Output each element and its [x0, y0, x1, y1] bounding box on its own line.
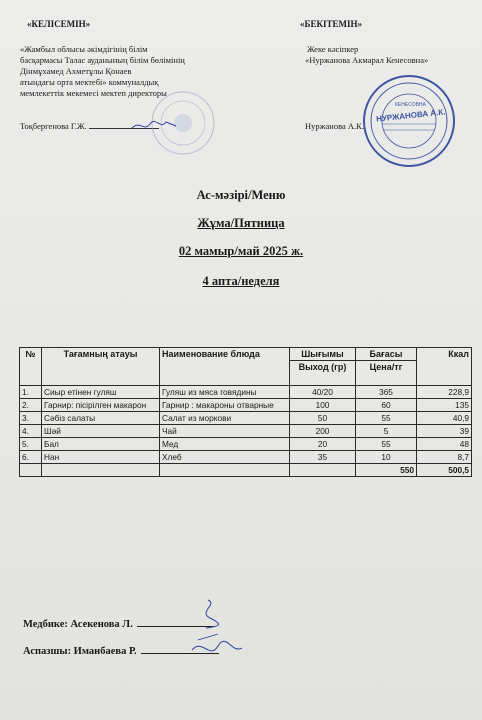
row-kcal: 48: [417, 438, 472, 451]
agree-heading: «КЕЛІСЕМІН»: [27, 19, 91, 29]
row-name-ru: Салат из моркови: [160, 412, 290, 425]
agree-line-1: «Жамбыл облысы әкімдігінің білім: [20, 44, 148, 54]
approve-heading: «БЕКІТЕМІН»: [300, 19, 362, 29]
row-name-ru: Гуляш из мяса говядины: [160, 386, 290, 399]
row-num: 5.: [20, 438, 42, 451]
row-num: 2.: [20, 399, 42, 412]
row-yield: 100: [290, 399, 356, 412]
row-yield: 20: [290, 438, 356, 451]
col-name-ru-header: Наименование блюда: [160, 348, 290, 386]
row-name-ru: Хлеб: [160, 451, 290, 464]
row-kcal: 8,7: [417, 451, 472, 464]
cook-signature-line: Аспазшы: Иманбаева Р.: [23, 646, 219, 657]
row-name-ru: Гарнир : макароны отварные: [160, 399, 290, 412]
total-price: 550: [356, 464, 417, 477]
day-title: Жұма/Пятница: [197, 216, 285, 230]
col-yield-subheader: Выход (гр): [290, 361, 356, 386]
table-header-row: [20, 348, 472, 361]
row-kcal: 39: [417, 425, 472, 438]
row-name-kz: Бал: [42, 438, 160, 451]
col-kcal-header: Ккал: [417, 348, 472, 386]
approve-line-2: «Нуржанова Акмарал Кенесовна»: [305, 55, 429, 65]
row-kcal: 135: [417, 399, 472, 412]
nurse-signature-line: Медбике: Асекенова Л.: [23, 619, 215, 630]
row-yield: 50: [290, 412, 356, 425]
row-yield: 35: [290, 451, 356, 464]
col-yield-header: Шығымы: [290, 348, 356, 361]
col-num-header: №: [20, 348, 42, 386]
col-price-subheader: Цена/тг: [356, 361, 417, 386]
row-name-kz: Гарнир: пісірілген макарон: [42, 399, 160, 412]
date-title: 02 мамыр/май 2025 ж.: [178, 244, 304, 258]
seal-top-text: КЕНЕСОВНА: [395, 102, 426, 108]
total-kcal: 500,5: [417, 464, 472, 477]
agree-line-4: атындағы орта мектебі» коммуналдық: [20, 77, 159, 87]
row-price: 365: [356, 386, 417, 399]
table-row: [20, 386, 472, 399]
row-yield: 40/20: [290, 386, 356, 399]
row-kcal: 40,9: [417, 412, 472, 425]
row-num: 4.: [20, 425, 42, 438]
signatures-scribble-icon: [188, 598, 246, 668]
row-price: 60: [356, 399, 417, 412]
row-name-ru: Чай: [160, 425, 290, 438]
seal-center-text: НУРЖАНОВА А.К.: [375, 107, 446, 124]
approve-line-1: Жеке кәсіпкер: [307, 44, 359, 54]
row-kcal: 228,9: [417, 386, 472, 399]
col-name-kz-header: Тағамның атауы: [42, 348, 160, 386]
week-title: 4 апта/неделя: [202, 274, 280, 288]
row-price: 55: [356, 438, 417, 451]
col-price-header: Бағасы: [356, 348, 417, 361]
agree-line-5: мемлекеттік мекемесі мектеп директоры: [20, 88, 167, 98]
menu-title: Ас-мәзірі/Меню: [196, 188, 286, 202]
row-name-kz: Шәй: [42, 425, 160, 438]
row-num: 3.: [20, 412, 42, 425]
row-name-kz: Сиыр етінен гуляш: [42, 386, 160, 399]
entrepreneur-seal-icon: [360, 72, 458, 170]
row-name-kz: Сәбіз салаты: [42, 412, 160, 425]
row-name-kz: Нан: [42, 451, 160, 464]
approve-signer: Нуржанова А.К.: [305, 121, 364, 131]
director-signature-icon: [130, 116, 180, 134]
table-row: [20, 425, 472, 438]
row-price: 55: [356, 412, 417, 425]
agree-line-3: Дінмұхамед Ахметұлы Қонаев: [20, 66, 132, 76]
row-price: 10: [356, 451, 417, 464]
agree-line-2: басқармасы Талас ауданының білім бөлімінің: [20, 55, 185, 65]
menu-table: [19, 347, 472, 477]
agree-signer: Тоқбергенова Г.Ж.: [20, 121, 159, 132]
row-yield: 200: [290, 425, 356, 438]
table-row: [20, 451, 472, 464]
table-row: [20, 399, 472, 412]
row-name-ru: Мед: [160, 438, 290, 451]
table-total-row: [20, 464, 472, 477]
row-num: 6.: [20, 451, 42, 464]
table-row: [20, 412, 472, 425]
row-price: 5: [356, 425, 417, 438]
row-num: 1.: [20, 386, 42, 399]
table-row: [20, 438, 472, 451]
